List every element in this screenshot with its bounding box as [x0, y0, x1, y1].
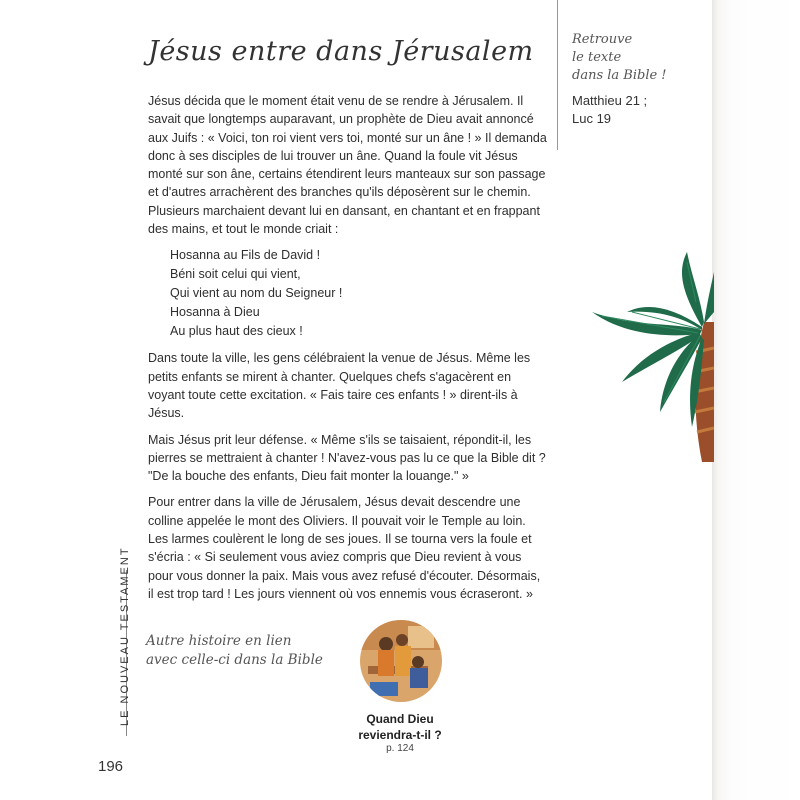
related-story-thumbnail[interactable] — [360, 620, 442, 702]
poem-line: Qui vient au nom du Seigneur ! — [170, 286, 343, 301]
section-label-vertical — [110, 546, 131, 736]
poem-line: Béni soit celui qui vient, — [170, 267, 301, 282]
section-label: LE NOUVEAU TESTAMENT — [119, 546, 131, 726]
paragraph-2: Dans toute la ville, les gens célébraient la venue de Jésus. Même les petits enfants se mirent à chanter. Quelques chefs s'agacèrent en voyant toute cette excitation. « Fais taire ces enfants ! » dirent-ils à Jésus. — [148, 351, 531, 421]
paragraph-1: Jésus décida que le moment était venu de se rendre à Jérusalem. Il savait que longtemps auparavant, un prophète de Dieu avait annoncé aux Juifs : « Voici, ton roi vient vers toi, monté sur un âne ! » Il demanda donc à ses disciples de lui trouver un âne. Quand la foule vit Jésus monté sur son âne, certains étendirent leurs manteaux sur son passage et d'autres arrachèrent des branches qu'ils déposèrent sur le chemin. Plusieurs marchaient devant lui en dansant, en chantant et en frappant des mains, et tout le monde criait : — [148, 94, 547, 237]
page-spine-shadow — [712, 0, 800, 800]
related-story-illustration — [360, 620, 442, 702]
story-text — [148, 92, 548, 611]
paragraph-4: Pour entrer dans la ville de Jérusalem, Jésus devait descendre une colline appelée le mont des Oliviers. Il pouvait voir le Temple au loin. Les larmes coulèrent le long de ses joues. Il se tourna vers la foule et s'écria : « Si seulement vous aviez compris que Dieu revient à vous pour vous donner la paix. Mais vous avez refusé d'écouter. Désormais, il est trop tard ! Les jours viennent où vos ennemis vous écraseront. » — [148, 495, 541, 601]
bible-reference: Matthieu 21 ; Luc 19 — [572, 93, 648, 126]
related-story-label: Autre histoire en lien avec celle-ci dans la Bible — [146, 633, 323, 668]
page-title: Jésus entre dans Jérusalem — [148, 36, 534, 67]
palm-tree-illustration — [592, 252, 714, 462]
poem-line: Hosanna à Dieu — [170, 305, 260, 320]
bible-reference-sidebar — [557, 0, 708, 150]
paragraph-3: Mais Jésus prit leur défense. « Même s'ils se taisaient, répondit-il, les pierres se mettraient à chanter ! N'avez-vous pas lu ce que la Bible dit ? "De la bouche des enfants, Dieu fait monter la louange." » — [148, 432, 546, 484]
poem-line: Au plus haut des cieux ! — [170, 324, 303, 339]
hosanna-poem — [170, 246, 548, 341]
poem-line: Hosanna au Fils de David ! — [170, 248, 321, 263]
related-story-title[interactable]: Quand Dieu reviendra-t-il ? — [358, 712, 442, 742]
page-number: 196 — [98, 758, 124, 775]
sidebar-heading: Retrouve le texte dans la Bible ! — [572, 32, 667, 83]
related-story-page: p. 124 — [386, 743, 414, 754]
